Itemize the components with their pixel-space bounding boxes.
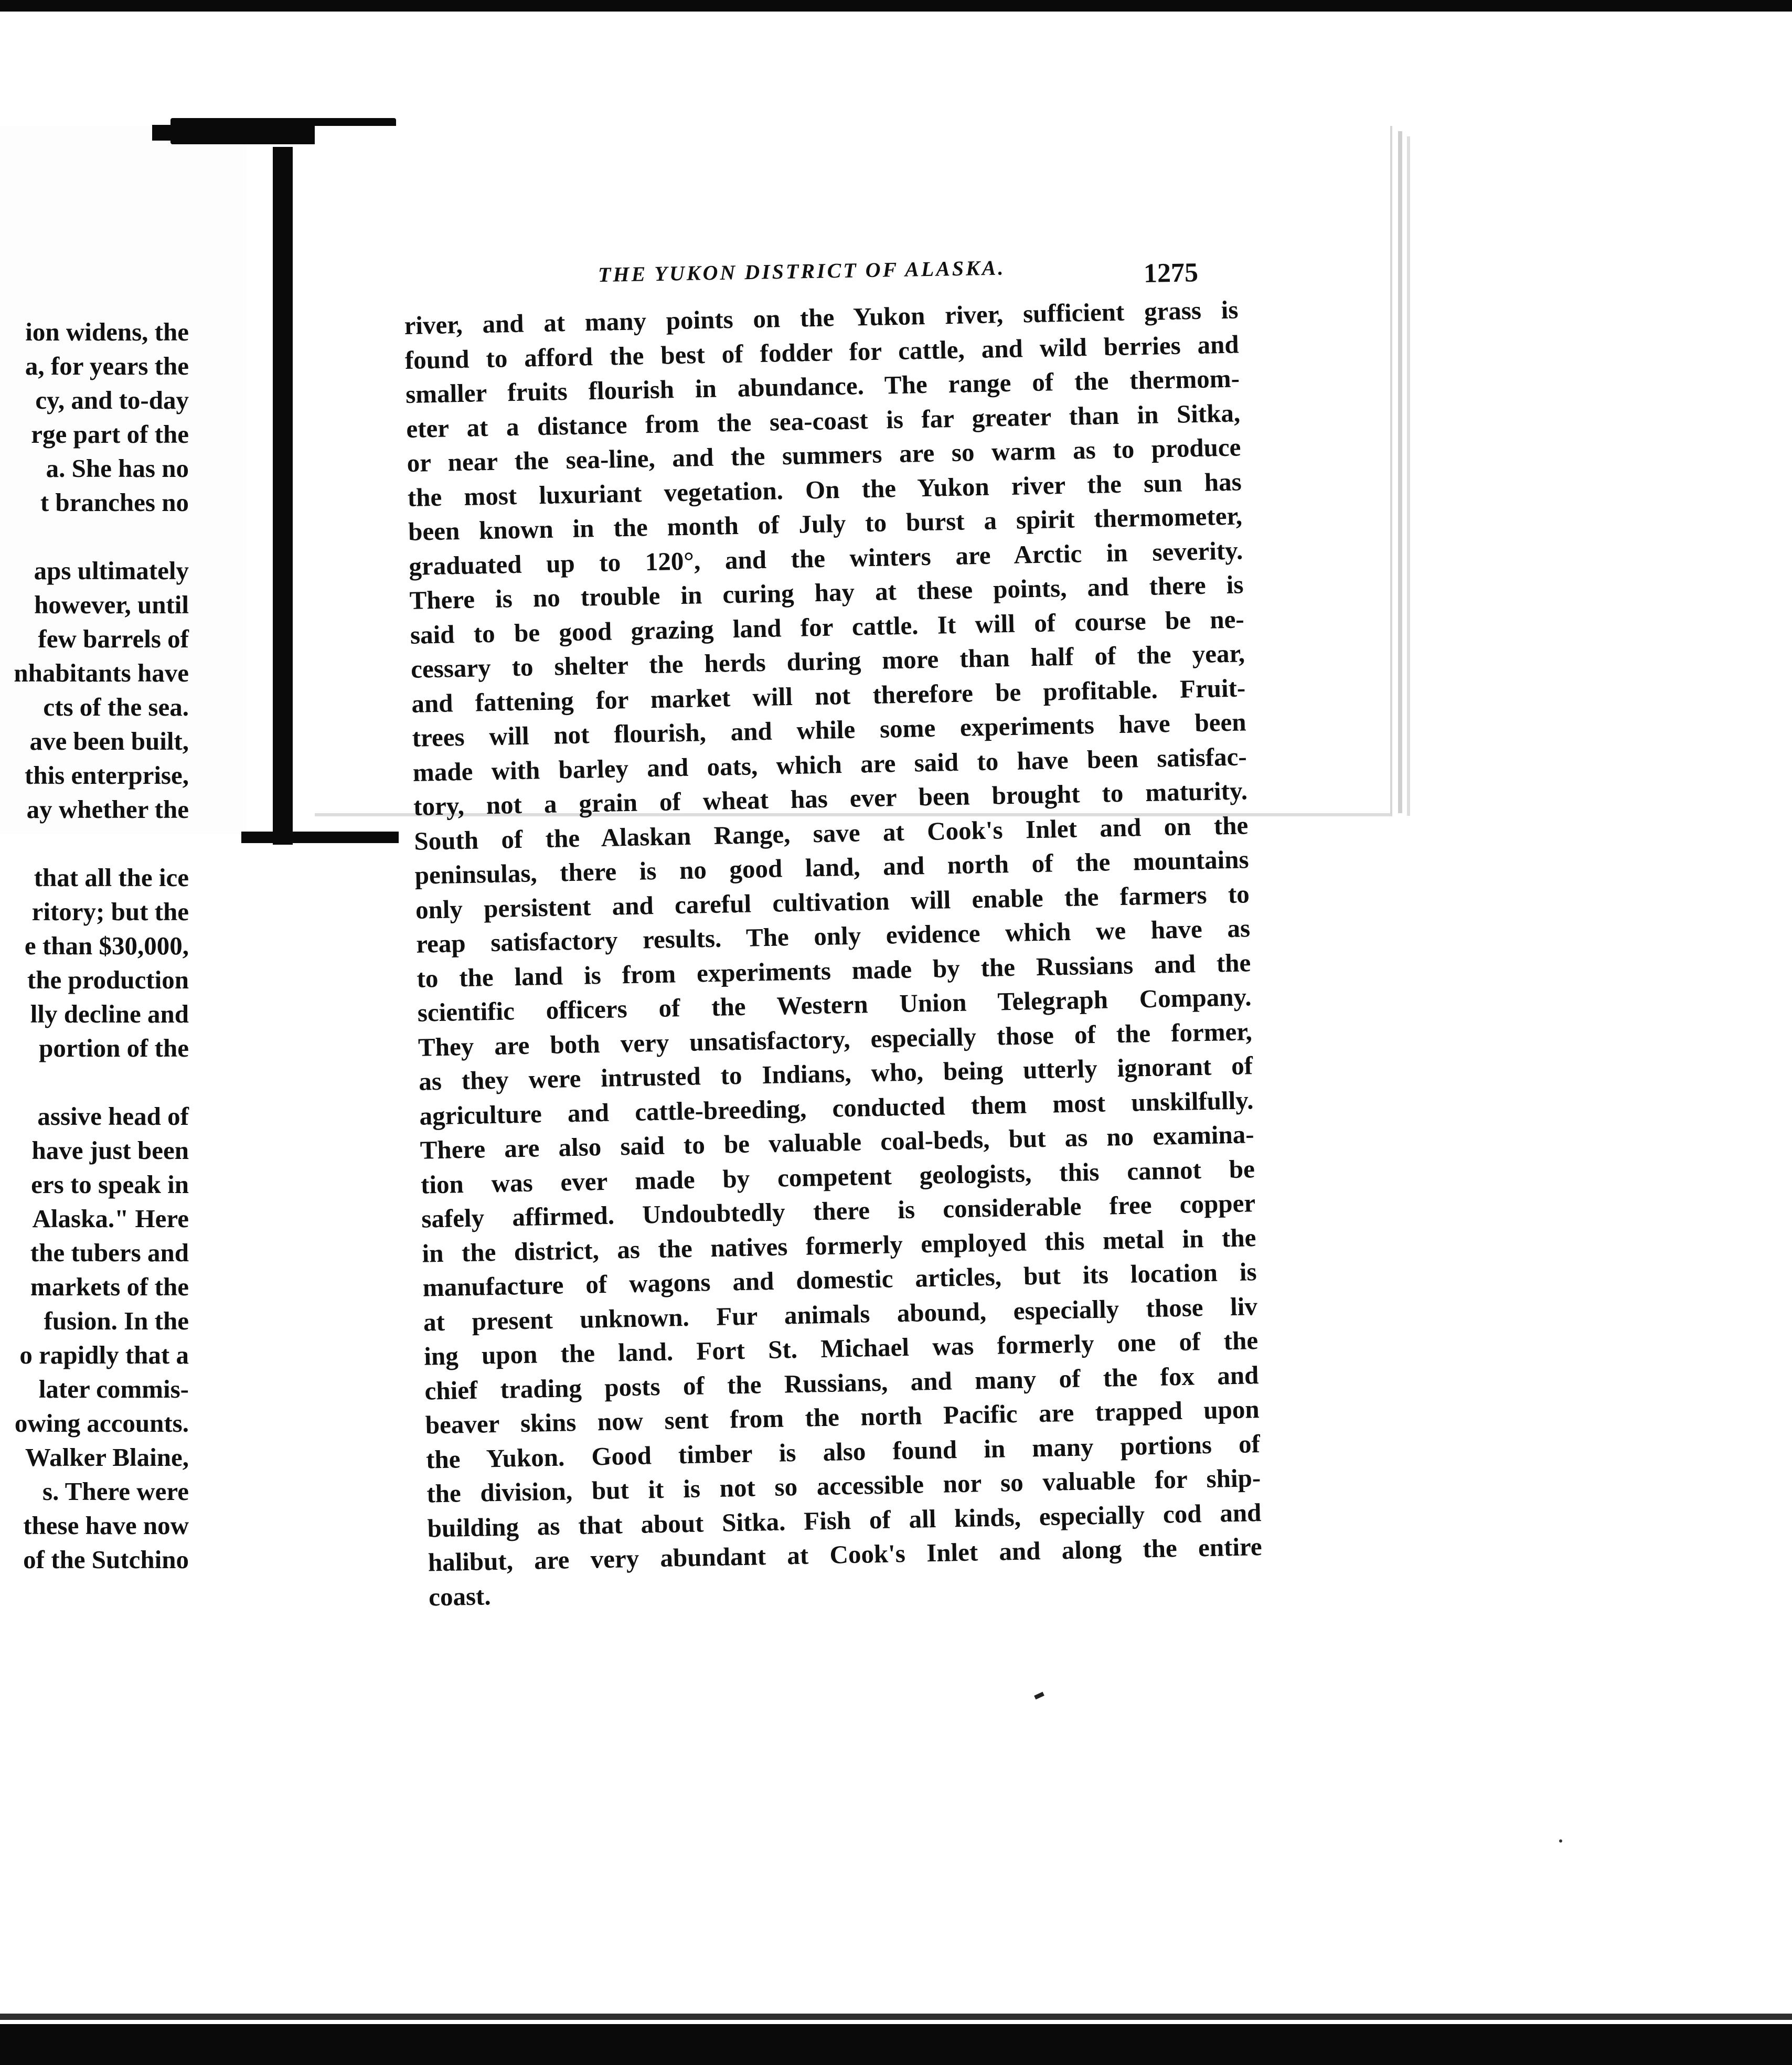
running-header: THE YUKON DISTRICT OF ALASKA.: [598, 256, 1006, 286]
text-line: ion widens, the: [25, 317, 189, 346]
text-line: [0, 519, 189, 553]
text-line: cessary to shelter the herds during more than half of the year,: [410, 638, 1245, 684]
text-line: the most luxuriant vegetation. On the Yukon river the sun has: [407, 466, 1242, 512]
text-line: smaller fruits flourish in abundance. The range of the thermom-: [405, 364, 1240, 409]
text-line: graduated up to 120°, and the winters are Arctic in severity.: [408, 535, 1243, 581]
text-line: There is no trouble in curing hay at these points, and there is: [409, 570, 1244, 615]
text-line: assive head of: [37, 1102, 189, 1131]
text-line: said to be good grazing land for cattle. It will of course be ne-: [410, 604, 1245, 650]
text-line: beaver skins now sent from the north Pacific are trapped upon: [425, 1395, 1260, 1440]
text-line: fusion. In the: [44, 1306, 189, 1335]
scan-border-bottom: [0, 2024, 1792, 2065]
text-line: owing accounts.: [14, 1409, 189, 1438]
text-line: peninsulas, there is no good land, and north of the mountains: [414, 845, 1249, 890]
text-line: that all the ice: [34, 863, 189, 892]
text-line: eter at a distance from the sea-coast is far greater than in Sitka,: [406, 398, 1241, 443]
text-line: reap satisfactory results. The only evidence which we have as: [415, 913, 1251, 959]
text-line: tion was ever made by competent geologists, this cannot be: [420, 1154, 1255, 1199]
text-line: river, and at many points on the Yukon river, sufficient grass is: [404, 295, 1239, 340]
text-line: or near the sea-line, and the summers are so warm as to produce: [407, 432, 1241, 477]
text-line: coast.: [428, 1581, 492, 1612]
text-line: the production: [27, 965, 189, 994]
text-line: ing upon the land. Fort St. Michael was formerly one of the: [423, 1326, 1258, 1371]
text-line: lly decline and: [30, 999, 189, 1028]
scan-border-bottom-line: [0, 2014, 1792, 2020]
text-line: the tubers and: [30, 1238, 189, 1267]
text-line: South of the Alaskan Range, save at Cook's Inlet and on the: [413, 810, 1249, 856]
text-line: at present unknown. Fur animals abound, especially those liv: [423, 1291, 1258, 1337]
text-line: manufacture of wagons and domestic articles, but its location is: [422, 1257, 1257, 1302]
scan-border-top: [0, 0, 1792, 12]
text-line: trees will not flourish, and while some experiments have been: [412, 707, 1246, 752]
text-line: this enterprise,: [25, 761, 189, 790]
text-line: There are also said to be valuable coal-beds, but as no examina-: [420, 1120, 1255, 1165]
binding-mark: [152, 125, 172, 141]
text-line: ave been built,: [29, 727, 189, 755]
text-line: rge part of the: [31, 420, 189, 449]
text-line: t branches no: [40, 488, 189, 517]
text-line: later commis-: [38, 1375, 189, 1403]
previous-page-text: [0, 315, 189, 1577]
text-line: Alaska." Here: [32, 1204, 189, 1233]
text-line: chief trading posts of the Russians, and many of the fox and: [424, 1360, 1259, 1406]
text-line: few barrels of: [38, 624, 189, 653]
ink-speck: [1559, 1839, 1562, 1843]
text-line: ers to speak in: [31, 1170, 189, 1199]
text-line: building as that about Sitka. Fish of all kinds, especially cod and: [427, 1497, 1262, 1543]
text-line: of the Sutchino: [23, 1545, 189, 1574]
text-line: aps ultimately: [34, 556, 189, 585]
text-line: s. There were: [42, 1477, 189, 1506]
text-line: only persistent and careful cultivation will enable the farmers to: [415, 879, 1250, 924]
text-line: portion of the: [39, 1034, 189, 1062]
page-number: 1275: [1143, 258, 1199, 289]
text-line: halibut, are very abundant at Cook's Inlet and along the entire: [428, 1532, 1263, 1577]
previous-page-fragment: [0, 126, 247, 1574]
text-line: however, until: [34, 590, 189, 619]
text-line: e than $30,000,: [24, 931, 189, 960]
text-line: the division, but it is not so accessible nor so valuable for ship-: [426, 1463, 1261, 1508]
text-line: They are both very unsatisfactory, especially those of the former,: [418, 1016, 1253, 1062]
text-line: ay whether the: [26, 795, 189, 824]
text-line: made with barley and oats, which are said to have been satisfac-: [412, 741, 1247, 787]
text-line: a, for years the: [25, 352, 189, 380]
text-line: cts of the sea.: [43, 693, 189, 721]
text-line: scientific officers of the Western Union Telegraph Company.: [417, 982, 1252, 1027]
text-line: have just been: [31, 1136, 189, 1165]
text-line: tory, not a grain of wheat has ever been brought to maturity.: [413, 776, 1248, 821]
text-line: agriculture and cattle-breeding, conducted them most unskilfully.: [419, 1085, 1254, 1131]
text-line: found to afford the best of fodder for cattle, and wild berries and: [404, 329, 1240, 375]
text-line: to the land is from experiments made by the Russians and the: [416, 948, 1251, 993]
book-spine-bottom: [241, 832, 399, 843]
text-line: nhabitants have: [14, 658, 189, 687]
text-line: these have now: [23, 1511, 189, 1540]
page-edge: [1407, 136, 1410, 816]
text-line: as they were intrusted to Indians, who, being utterly ignorant of: [418, 1051, 1253, 1096]
book-gutter: [273, 147, 293, 845]
text-line: cy, and to-day: [35, 386, 189, 414]
text-line: ritory; but the: [31, 897, 189, 926]
text-line: o rapidly that a: [19, 1340, 189, 1369]
text-line: [0, 826, 189, 860]
text-line: and fattening for market will not therefore be profitable. Fruit-: [411, 673, 1246, 718]
page-edge: [1398, 131, 1402, 813]
text-line: safely affirmed. Undoubtedly there is considerable free copper: [421, 1188, 1256, 1233]
text-line: [0, 1065, 189, 1099]
text-line: in the district, as the natives formerly employed this metal in the: [422, 1222, 1256, 1268]
text-line: the Yukon. Good timber is also found in many portions of: [425, 1429, 1261, 1474]
ink-speck: [1034, 1692, 1044, 1700]
text-line: Walker Blaine,: [25, 1443, 189, 1472]
text-line: been known in the month of July to burst a spirit thermometer,: [408, 501, 1243, 546]
main-body-text: [404, 292, 1263, 1614]
text-line: a. She has no: [46, 454, 189, 483]
text-line: markets of the: [30, 1272, 189, 1301]
